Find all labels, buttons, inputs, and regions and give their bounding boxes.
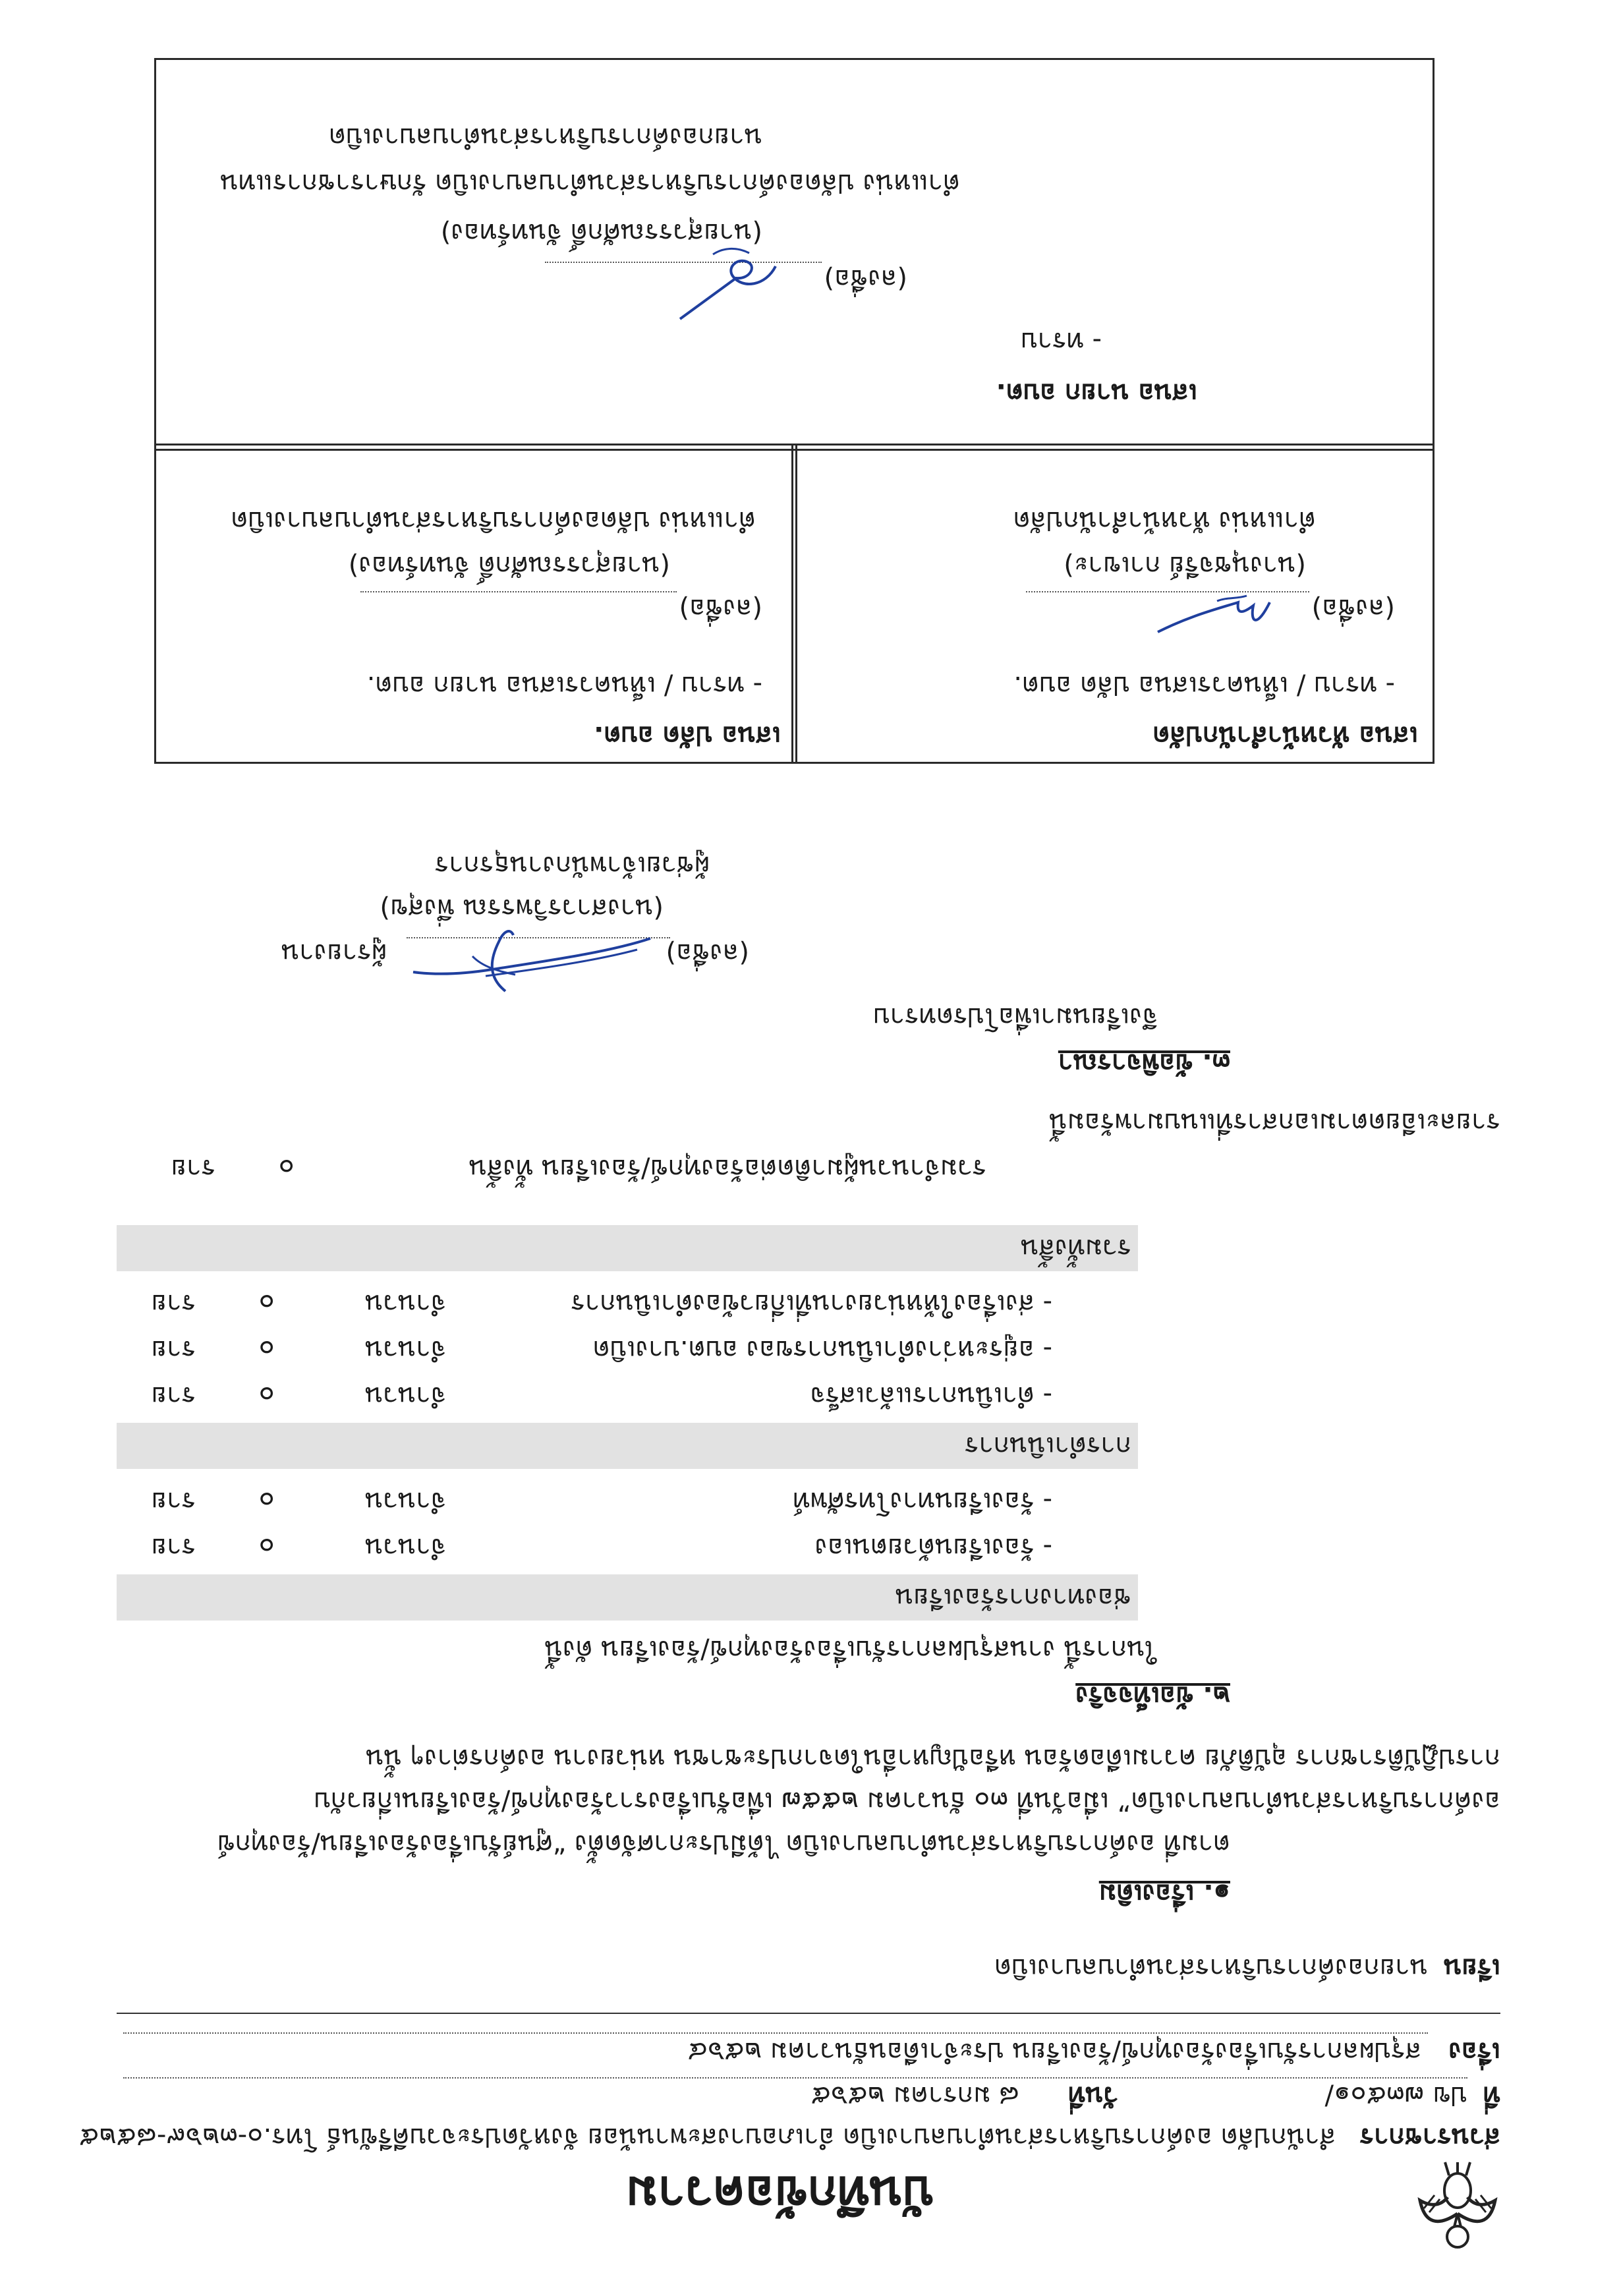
- subject-label: เรื่อง: [1448, 2036, 1500, 2067]
- section2-intro: ในการนี้ งานสรุปผลการรับเรื่องร้องทุกข์/ร้องเรียน ดังนี้: [544, 1634, 1158, 1665]
- row-done-suffix: ราย: [151, 1381, 196, 1411]
- garuda-emblem-icon: [1415, 2161, 1500, 2260]
- reporter-role: ผู้รายงาน: [281, 938, 387, 968]
- box-right-name: (นายสุวรรณศักดิ์ จันทร์ทอง): [348, 550, 670, 581]
- agency-value: สำนักปลัด องค์การบริหารส่วนตำบลบางเบิด อำเภอบางสะพานน้อย จังหวัดประจวบคีรีขันธ์ โทร.๐-๓๒๖๙-๘๕๒๕: [79, 2122, 1336, 2152]
- row-done-count: ๐: [258, 1381, 275, 1411]
- section1-line-2: องค์การบริหารส่วนตำบลบางเบิด” เมื่อวันที่ ๓๐ ธันวาคม ๒๕๕๗ เพื่อรับเรื่องราวร้องทุกข์/ร้องเรียนเกี่ยวกับ: [314, 1786, 1500, 1816]
- subject-dotted-line: [123, 2032, 1428, 2034]
- section3-heading: ๓. ข้อพิจารณา: [1058, 1048, 1230, 1078]
- box-left-position: ตำแหน่ง หัวหน้าสำนักปลัด: [1013, 505, 1316, 536]
- row-phone-unit: จำนวน: [364, 1486, 446, 1516]
- box-left-signature-icon: [1151, 583, 1276, 642]
- box-right-note: - ทราบ / เห็นควรเสนอ นายก อบต.: [366, 670, 762, 701]
- date-label: วันที่: [1067, 2081, 1118, 2111]
- subject-value: สรุปผลการรับเรื่องร้องทุกข์/ร้องเรียน ประจำเดือนธันวาคม ๒๕๖๔: [687, 2036, 1421, 2067]
- row-forwarded-suffix: ราย: [151, 1288, 196, 1319]
- section2-heading: ๒. ข้อเท็จจริง: [1075, 1680, 1230, 1711]
- page-title: บันทึกข้อความ: [625, 2166, 934, 2222]
- category-label-total: รวมทั้งสิ้น: [1021, 1233, 1131, 1263]
- box-right-sign-prefix: (ลงชื่อ): [679, 593, 762, 623]
- category-label-channels: ช่องทางการร้องเรียน: [895, 1582, 1131, 1613]
- row-pending-unit: จำนวน: [364, 1335, 446, 1365]
- header-divider: [117, 2013, 1500, 2014]
- row-self-unit: จำนวน: [364, 1532, 446, 1563]
- box-left-name: (นางนุชจรีย์ กาเขาะ): [1064, 550, 1306, 581]
- row-done-unit: จำนวน: [364, 1381, 446, 1411]
- box-bottom-sign-prefix: (ลงชื่อ): [824, 264, 907, 294]
- box-left-heading: เสนอ หัวหน้าสำนักปลัด: [1152, 720, 1418, 751]
- box-bottom-note: - ทราบ: [1021, 326, 1102, 357]
- row-phone-suffix: ราย: [151, 1486, 196, 1516]
- summary-suffix: ราย: [171, 1153, 215, 1184]
- row-done-name: - ดำเนินการแล้วเสร็จ: [810, 1381, 1052, 1411]
- summary-text: รวมจำนวนผู้มาติดต่อร้องทุกข์/ร้องเรียน ทั้งสิ้น: [469, 1153, 986, 1184]
- date-value: ๘ มกราคม ๒๕๖๕: [810, 2081, 1019, 2111]
- section1-heading: ๑. เรื่องเดิม: [1098, 1878, 1230, 1909]
- row-phone-count: ๐: [258, 1486, 275, 1516]
- box-left-note: - ทราบ / เห็นควรเสนอ ปลัด อบต.: [1013, 670, 1395, 701]
- to-value: นายกองค์การบริหารส่วนตำบลบางเบิด: [994, 1953, 1428, 1983]
- row-pending-name: - อยู่ระหว่างดำเนินการของ อบต.บางเบิด: [592, 1335, 1052, 1365]
- category-band-total: [117, 1225, 1138, 1271]
- box-right-sign-line: [360, 591, 677, 592]
- to-label: เรียน: [1444, 1953, 1500, 1983]
- reporter-name: (นางสาวรวิพรรณ พึ่งสุข): [380, 893, 664, 923]
- row-pending-suffix: ราย: [151, 1335, 196, 1365]
- ref-value: ปข ๗๓๕๐๑/: [1324, 2081, 1467, 2111]
- category-label-actions: การดำเนินการ: [964, 1431, 1131, 1461]
- reporter-signature-icon: [407, 922, 657, 1001]
- row-self-name: - ร้องเรียนด้วยตนเอง: [814, 1532, 1052, 1563]
- row-self-count: ๐: [258, 1532, 275, 1563]
- box-bottom-name: (นายสุวรรณศักดิ์ จันทร์ทอง): [440, 217, 762, 248]
- ref-label: ที่: [1483, 2081, 1500, 2111]
- reporter-sign-prefix: (ลงชื่อ): [666, 938, 749, 968]
- box-right-position: ตำแหน่ง ปลัดองค์การบริหารส่วนตำบลบางเบิด: [231, 505, 756, 536]
- box-left-sign-prefix: (ลงชื่อ): [1311, 593, 1395, 623]
- row-forwarded-count: ๐: [258, 1288, 275, 1319]
- reporter-position: ผู้ช่วยเจ้าพนักงานธุรการ: [434, 850, 710, 880]
- row-forwarded-unit: จำนวน: [364, 1288, 446, 1319]
- row-pending-count: ๐: [258, 1335, 275, 1365]
- box-bottom-heading: เสนอ นายก อบต.: [996, 378, 1197, 408]
- summary-count: ๐: [278, 1153, 295, 1184]
- row-self-suffix: ราย: [151, 1532, 196, 1563]
- box-bottom-position-2: นายกองค์การบริหารส่วนตำบลบางเบิด: [328, 122, 762, 152]
- section1-line-1: ตามที่ องค์การบริหารส่วนตำบลบางเบิด ได้มีประกาศจัดตั้ง “ศูนย์รับเรื่องร้องเรียน/ร้องทุกข์: [217, 1829, 1230, 1859]
- section3-text: จึงเรียนมาเพื่อโปรดทราบ: [873, 1002, 1158, 1032]
- row-forwarded-name: - ส่งเรื่องให้หน่วยงานที่เกี่ยวข้องดำเนินการ: [571, 1288, 1052, 1319]
- box-right-heading: เสนอ ปลัด อบต.: [594, 720, 781, 751]
- section1-line-3: การปฏิบัติราชการ อุบัติภัย ความเดือดร้อน หรือปัญหาอื่นใดจากประชาชน หน่วยงาน องค์กรต่างๆ นั้น: [366, 1743, 1500, 1773]
- agency-label: ส่วนราชการ: [1359, 2122, 1500, 2152]
- approval-box-bottom: [154, 58, 1434, 451]
- row-phone-name: - ร้องเรียนทางโทรศัพท์: [793, 1486, 1052, 1516]
- date-dotted-line: [123, 2077, 1467, 2079]
- attachment-note: รายละเอียดตามเอกสารที่แนบมาพร้อมนี้: [1049, 1107, 1500, 1137]
- box-bottom-position-1: ตำแหน่ง ปลัดองค์การบริหารส่วนตำบลบางเบิด รักษาราชการแทน: [220, 168, 960, 198]
